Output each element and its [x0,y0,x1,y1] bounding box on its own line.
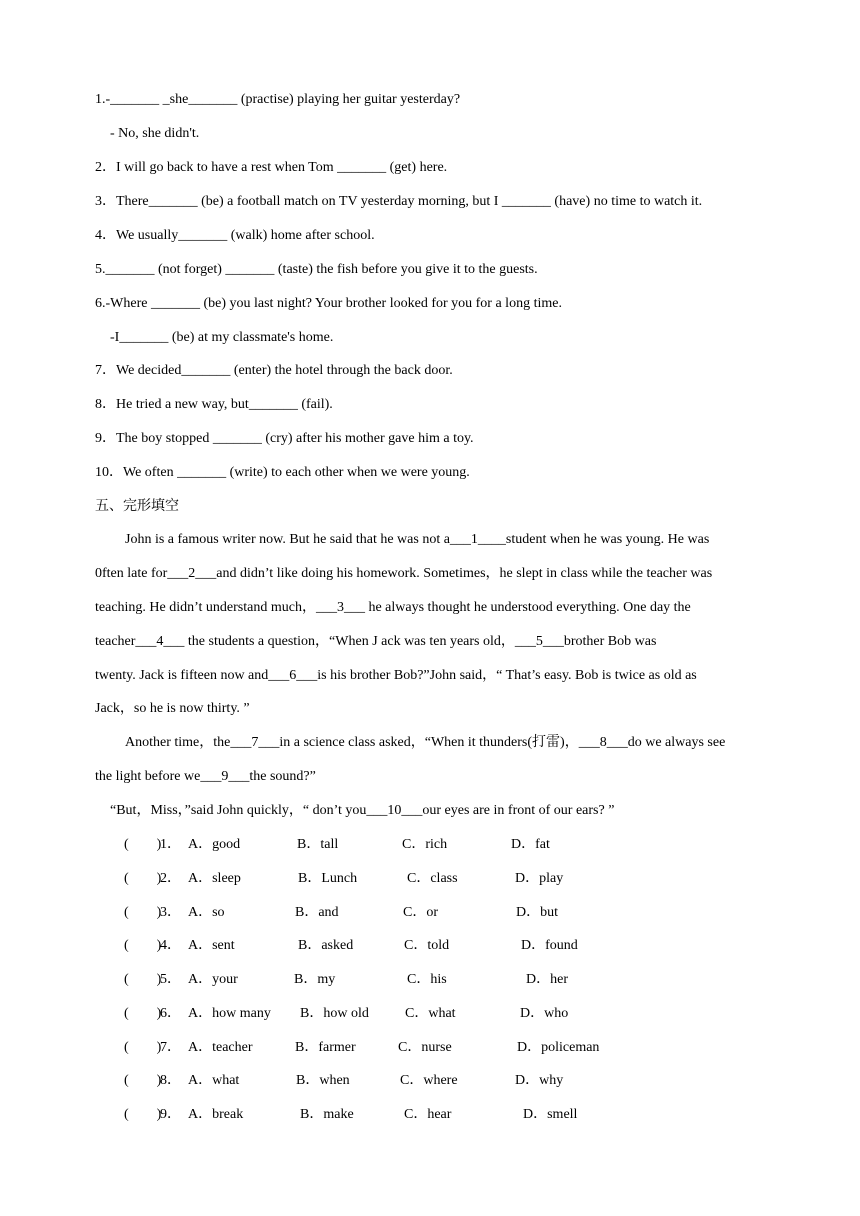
passage-line: “But，Miss，”said John quickly，“ don’t you___10___our eyes are in front of our ears? ” [110,803,615,818]
exercise-line: 8．He tried a new way, but_______ (fail). [95,397,333,412]
question-row [124,870,744,888]
option-d: D．smell [523,1107,578,1122]
option-d: D．found [521,938,578,953]
question-number: 7． [160,1040,181,1055]
question-row [124,836,744,854]
answer-bracket: ( ) [124,905,162,920]
option-a: A．what [188,1073,240,1088]
option-b: B．Lunch [298,871,358,886]
exercise-line: 7．We decided_______ (enter) the hotel through the back door. [95,363,453,378]
question-row [124,1072,744,1090]
option-a: A．so [188,905,225,920]
option-c: C．nurse [398,1040,452,1055]
option-d: D．why [515,1073,564,1088]
option-b: B．make [300,1107,354,1122]
option-d: D．policeman [517,1040,600,1055]
answer-bracket: ( ) [124,972,162,987]
exercise-line: -I_______ (be) at my classmate's home. [110,330,334,345]
passage-line: Another time，the___7___in a science class asked，“When it thunders(打雷)，___8___do we always see [125,735,726,750]
option-c: C．his [407,972,447,987]
option-b: B．how old [300,1006,369,1021]
question-number: 8． [160,1073,181,1088]
exercise-line: - No, she didn't. [110,126,200,141]
passage-line: 0ften late for___2___and didn’t like doing his homework. Sometimes，he slept in class while the teacher was [95,566,713,581]
option-c: C．where [400,1073,458,1088]
exercise-line: 4．We usually_______ (walk) home after school. [95,228,375,243]
answer-bracket: ( ) [124,1107,162,1122]
option-a: A．good [188,837,241,852]
question-row [124,904,744,922]
option-b: B．tall [297,837,339,852]
option-d: D．who [520,1006,569,1021]
option-b: B．my [294,972,336,987]
option-c: C．what [405,1006,456,1021]
answer-bracket: ( ) [124,1006,162,1021]
question-number: 4． [160,938,181,953]
question-row [124,1039,744,1057]
option-d: D．fat [511,837,550,852]
option-b: B．and [295,905,339,920]
question-row [124,1106,744,1124]
option-b: B．when [296,1073,350,1088]
option-b: B．asked [298,938,354,953]
option-a: A．how many [188,1006,271,1021]
option-c: C．rich [402,837,448,852]
option-a: A．your [188,972,238,987]
question-number: 3． [160,905,181,920]
option-c: C．told [404,938,450,953]
option-c: C．class [407,871,458,886]
option-d: D．but [516,905,558,920]
passage-line: John is a famous writer now. But he said that he was not a___1____student when he was young. He was [125,532,710,547]
question-row [124,971,744,989]
option-d: D．play [515,871,564,886]
answer-bracket: ( ) [124,938,162,953]
answer-bracket: ( ) [124,871,162,886]
answer-bracket: ( ) [124,1073,162,1088]
question-number: 2． [160,871,181,886]
question-row [124,937,744,955]
option-a: A．sent [188,938,235,953]
option-b: B．farmer [295,1040,356,1055]
exercise-line: 2．I will go back to have a rest when Tom _______ (get) here. [95,160,448,175]
passage-line: twenty. Jack is fifteen now and___6___is his brother Bob?”John said，“ That’s easy. Bob is twice as old as [95,668,697,683]
question-number: 9． [160,1107,181,1122]
passage-line: the light before we___9___the sound?” [95,769,316,784]
question-number: 6． [160,1006,181,1021]
option-a: A．sleep [188,871,241,886]
answer-bracket: ( ) [124,1040,162,1055]
section-title: 五、完形填空 [95,498,179,514]
option-a: A．teacher [188,1040,253,1055]
question-row [124,1005,744,1023]
option-d: D．her [526,972,568,987]
exercise-line: 1.-_______ _she_______ (practise) playing her guitar yesterday? [95,92,461,107]
exercise-line: 6.-Where _______ (be) you last night? Your brother looked for you for a long time. [95,296,562,311]
passage-line: teaching. He didn’t understand much，___3___ he always thought he understood everything. One day the [95,600,691,615]
option-c: C．or [403,905,438,920]
exercise-line: 9．The boy stopped _______ (cry) after his mother gave him a toy. [95,431,474,446]
passage-line: Jack，so he is now thirty. ” [95,701,250,716]
option-c: C．hear [404,1107,452,1122]
option-a: A．break [188,1107,244,1122]
question-number: 5． [160,972,181,987]
exercise-line: 3．There_______ (be) a football match on TV yesterday morning, but I _______ (have) no time to watch it. [95,194,703,209]
exercise-line: 10．We often _______ (write) to each other when we were young. [95,465,470,480]
question-number: 1． [160,837,181,852]
answer-bracket: ( ) [124,837,162,852]
passage-line: teacher___4___ the students a question，“When J ack was ten years old，___5___brother Bob was [95,634,657,649]
exercise-line: 5._______ (not forget) _______ (taste) the fish before you give it to the guests. [95,262,538,277]
